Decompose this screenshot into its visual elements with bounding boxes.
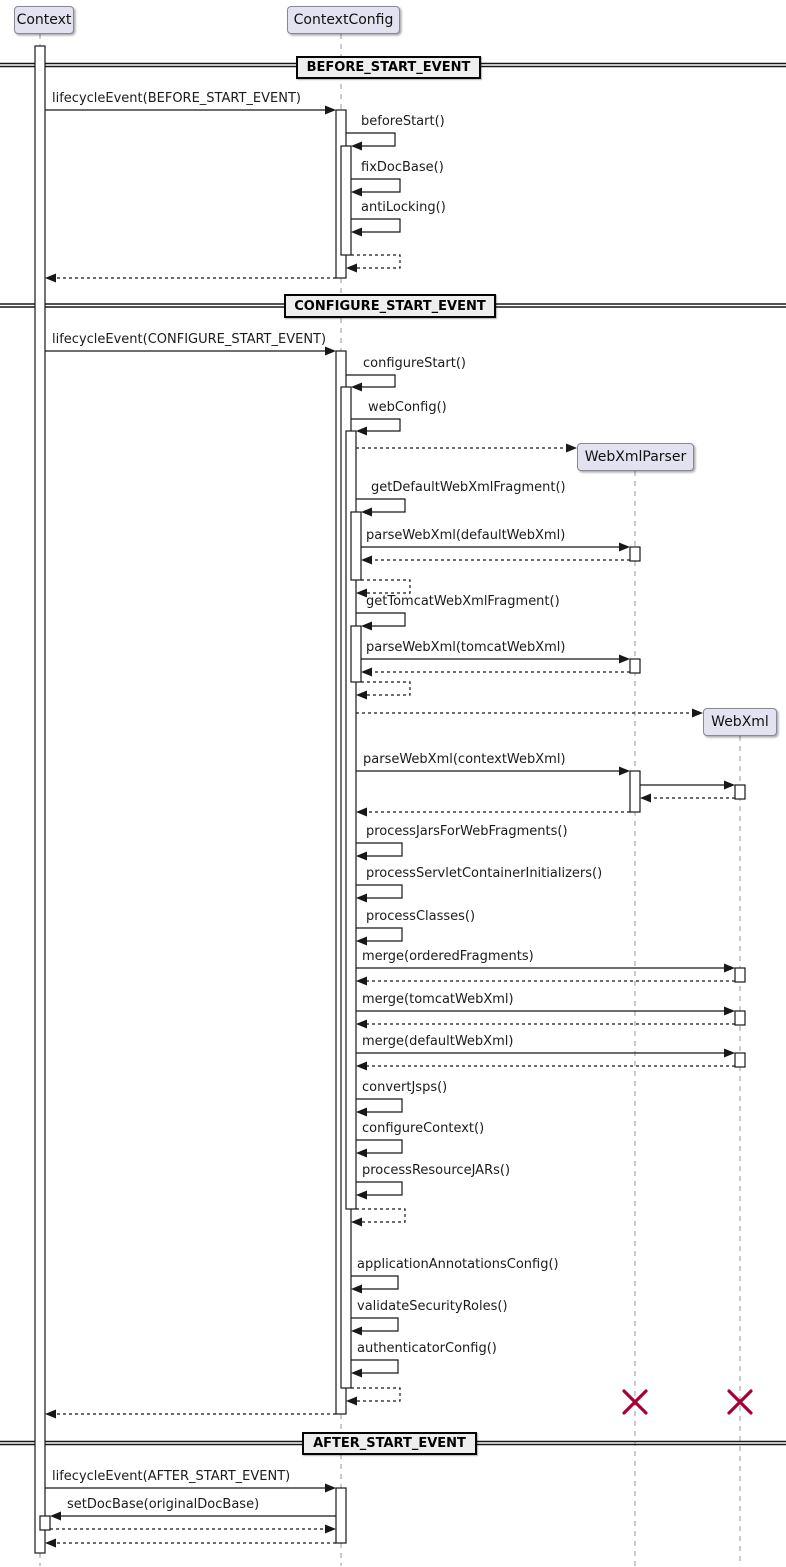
message-arrow-merge-tomcatWebXml-head [724,1007,735,1016]
self-message-getTomcatWebXmlFragment-head [361,622,372,631]
return-arrow-head [356,1020,367,1029]
message-arrow-merge-orderedFragments-head [724,964,735,973]
activation-bar [351,626,361,682]
self-message-validateSecurityRoles-head [351,1327,362,1336]
return-arrow-head [45,1539,56,1548]
participant-label-context: Context [16,12,72,28]
activation-bar [735,968,745,982]
self-message-beforeStart [346,133,395,146]
return-arrow-head [356,1062,367,1071]
self-message-processServletContainerInitializers-head [356,894,367,903]
self-message-webConfig [351,419,400,431]
self-message-processJarsForWebFragments-head [356,852,367,861]
self-message-webConfig-head [356,427,367,436]
self-return-arrow-head [346,1397,357,1406]
message-label-15: merge(orderedFragments) [362,949,534,964]
participant-box-context [14,6,74,34]
return-arrow-head [356,977,367,986]
message-label-20: processResourceJARs() [362,1163,511,1178]
message-label-18: convertJsps() [362,1080,448,1095]
message-arrow-lifecycleEvent-configure-head [325,347,336,356]
activation-bar [351,512,361,580]
message-arrow-parseWebXml-tomcat-head [619,655,630,664]
self-message-getDefaultWebXmlFragment-head [361,508,372,517]
self-message-beforeStart-head [351,142,362,151]
divider-label: BEFORE_START_EVENT [306,60,471,75]
self-message-getDefaultWebXmlFragment [356,499,405,512]
create-arrow-webxmlparser-head [566,444,577,453]
message-label-4: lifecycleEvent(CONFIGURE_START_EVENT) [52,332,327,347]
message-label-8: parseWebXml(defaultWebXml) [366,528,566,543]
self-message-processClasses-head [356,937,367,946]
message-label-13: processServletContainerInitializers() [366,866,603,881]
activation-bar [735,1011,745,1025]
message-label-10: parseWebXml(tomcatWebXml) [366,640,566,655]
message-label-9: getTomcatWebXmlFragment() [366,594,560,609]
self-message-configureStart-head [351,383,362,392]
message-label-1: beforeStart() [361,114,445,129]
self-message-configureStart [346,375,395,387]
activation-bar [630,659,640,673]
message-label-6: webConfig() [368,400,447,415]
participant-label-contextconfig: ContextConfig [293,12,394,28]
self-message-configureContext-head [356,1149,367,1158]
activation-bar [735,1053,745,1067]
divider-configure-start-event [284,294,496,318]
message-arrow-setDocBase-head [50,1512,61,1521]
message-label-2: fixDocBase() [361,160,444,175]
message-arrow-parser-to-webxml-head [724,781,735,790]
divider-after-start-event [302,1432,477,1455]
return-arrow-head [361,668,372,677]
activation-bar [630,547,640,561]
self-message-antiLocking-head [351,228,362,237]
message-label-5: configureStart() [363,356,466,371]
self-message-convertJsps-head [356,1108,367,1117]
activation-bar [40,1516,50,1530]
message-arrow-merge-defaultWebXml-head [724,1049,735,1058]
self-message-applicationAnnotationsConfig-head [351,1285,362,1294]
message-label-14: processClasses() [366,909,476,924]
message-label-19: configureContext() [362,1121,485,1136]
self-message-processResourceJARs-head [356,1191,367,1200]
participant-label-webxmlparser: WebXmlParser [584,449,687,465]
return-arrow-head [356,808,367,817]
message-label-7: getDefaultWebXmlFragment() [371,480,566,495]
self-message-getTomcatWebXmlFragment [356,613,405,626]
participant-box-webxml [703,708,777,736]
message-label-23: authenticatorConfig() [357,1341,497,1356]
return-arrow-to-context-head [45,274,56,283]
message-label-24: lifecycleEvent(AFTER_START_EVENT) [52,1469,291,1484]
activation-bar [735,785,745,799]
participant-box-webxmlparser [577,443,694,471]
divider-label: AFTER_START_EVENT [313,1436,466,1451]
self-return-arrow-head [356,691,367,700]
return-arrow-head [361,556,372,565]
message-label-21: applicationAnnotationsConfig() [357,1257,559,1272]
message-arrow-parseWebXml-context-head [619,767,630,776]
message-label-0: lifecycleEvent(BEFORE_START_EVENT) [52,91,301,106]
return-arrow-head [325,1525,336,1534]
message-label-11: parseWebXml(contextWebXml) [363,752,566,767]
participant-label-webxml: WebXml [711,714,769,730]
message-arrow-parseWebXml-default-head [619,543,630,552]
self-return-arrow-head [346,264,357,273]
message-label-12: processJarsForWebFragments() [366,824,568,839]
message-label-16: merge(tomcatWebXml) [362,992,514,1007]
participant-box-contextconfig [287,6,400,34]
activation-bar [35,46,45,1553]
return-arrow-head [640,794,651,803]
message-label-22: validateSecurityRoles() [357,1299,508,1314]
divider-label: CONFIGURE_START_EVENT [294,298,486,314]
create-arrow-webxml-head [692,709,703,718]
activation-bar [341,146,351,255]
self-return-arrow-head [351,1218,362,1227]
message-arrow-lifecycleEvent-before-head [325,106,336,115]
activation-bar [630,771,640,812]
activation-bar [336,1488,346,1543]
self-message-fixDocBase-head [351,188,362,197]
self-message-authenticatorConfig-head [351,1369,362,1378]
message-label-25: setDocBase(originalDocBase) [67,1497,260,1512]
message-label-3: antiLocking() [361,200,446,215]
divider-before-start-event [296,56,481,79]
message-label-17: merge(defaultWebXml) [362,1034,514,1049]
message-arrow-lifecycleEvent-after-head [325,1484,336,1493]
return-arrow-to-context-head [45,1410,56,1419]
